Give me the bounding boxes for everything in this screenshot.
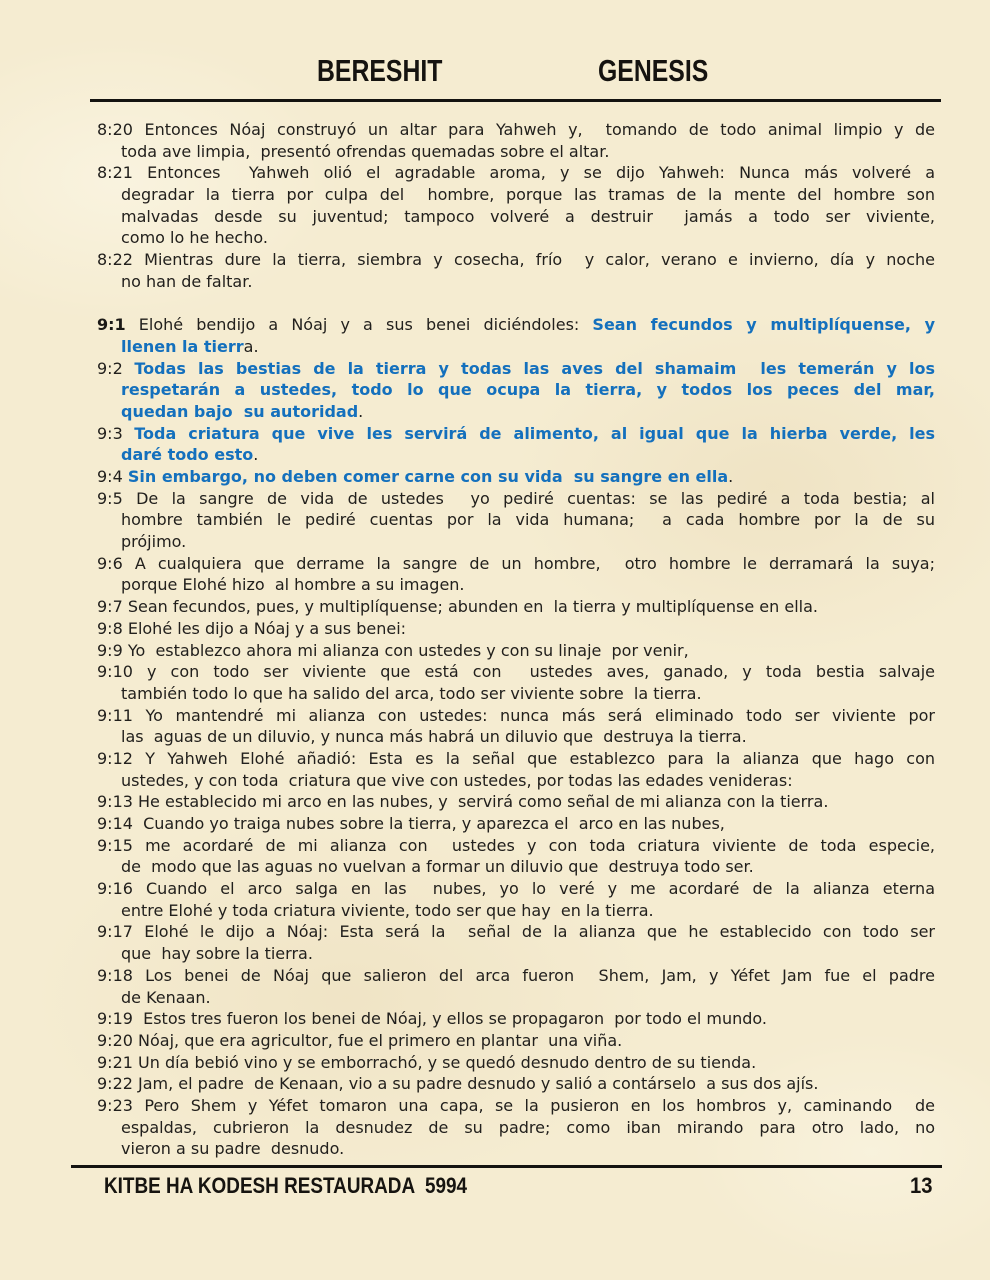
verse-text: 9:21 Un día bebió vino y se emborrachó, y se quedó desnudo dentro de su tienda. <box>97 1052 757 1072</box>
verse-9-21 <box>97 1052 935 1074</box>
verse-text: 9:16 Cuando el arco salga en las nubes, yo lo veré y me acordaré de la alianza eterna <box>97 879 935 899</box>
footer-page-number: 13 <box>909 1173 932 1198</box>
verse-line <box>97 249 935 271</box>
verse-line <box>97 227 935 249</box>
verse-line <box>97 423 935 445</box>
verse-line <box>97 574 935 596</box>
verse-text-emphasis: quedan bajo su autoridad <box>121 401 359 421</box>
verse-text-emphasis: Todas las bestias de la tierra y todas las aves del shamaim les temerán y los <box>134 358 935 378</box>
verse-text: 9:10 y con todo ser viviente que está con ustedes aves, ganado, y toda bestia salvaje <box>97 662 935 682</box>
verse-text: 9:4 <box>97 467 128 486</box>
verse-text: . <box>253 445 259 465</box>
verse-line <box>97 900 935 922</box>
verse-9-2 <box>97 358 935 423</box>
page-title-genesis: GENESIS <box>598 53 709 88</box>
verse-text: hombre también le pediré cuentas por la vida humana; a cada hombre por la de su <box>121 510 935 530</box>
verse-text: 9:15 me acordaré de mi alianza con ustedes y con toda criatura viviente de toda especie, <box>97 835 935 855</box>
verse-text: 9:1 <box>97 315 126 335</box>
verse-text: 8:22 Mientras dure la tierra, siembra y cosecha, frío y calor, verano e invierno, día y noche <box>97 250 935 270</box>
verse-line <box>97 791 935 813</box>
verse-8-21 <box>97 162 935 249</box>
verse-text: toda ave limpia, presentó ofrendas quemadas sobre el altar. <box>121 141 610 161</box>
verse-9-3 <box>97 423 935 466</box>
verse-line <box>97 119 935 141</box>
verse-text: degradar la tierra por culpa del hombre, porque las tramas de la mente del hombre son <box>121 185 935 205</box>
verse-text: 9:8 Elohé les dijo a Nóaj y a sus benei: <box>97 618 407 638</box>
verse-9-12 <box>97 748 935 791</box>
verse-text: 9:11 Yo mantendré mi alianza con ustedes: nunca más será eliminado todo ser viviente por <box>97 705 935 725</box>
verse-text: 9:18 Los benei de Nóaj que salieron del arca fueron Shem, Jam, y Yéfet Jam fue el padre <box>97 965 935 985</box>
footer-book-label: KITBE HA KODESH RESTAURADA 5994 <box>104 1173 468 1198</box>
verse-text: 8:21 Entonces Yahweh olió el agradable aroma, y se dijo Yahweh: Nunca más volveré a <box>97 163 935 183</box>
verse-text-emphasis: daré todo esto <box>121 445 254 465</box>
verse-text: vieron a su padre desnudo. <box>121 1139 345 1159</box>
verse-9-17 <box>97 921 935 964</box>
verse-text: de Kenaan. <box>121 987 211 1007</box>
verse-line <box>97 162 935 184</box>
verse-line <box>97 358 935 380</box>
verse-text: 9:2 <box>97 358 135 378</box>
verse-line <box>97 553 935 575</box>
page-title-bereshit: BERESHIT <box>317 53 443 88</box>
chapter-gap <box>97 293 935 315</box>
verse-line <box>97 813 935 835</box>
verse-text: 9:23 Pero Shem y Yéfet tomaron una capa, se la pusieron en los hombros y, caminando de <box>97 1095 935 1115</box>
verse-text: 9:13 He establecido mi arco en las nubes, y servirá como señal de mi alianza con la tierra. <box>97 792 829 812</box>
verse-text-emphasis: llenen la tierr <box>121 336 244 356</box>
verse-line <box>97 401 935 423</box>
verse-line <box>97 1117 935 1139</box>
verse-line <box>97 336 935 358</box>
verse-8-20 <box>97 119 935 162</box>
verse-text: 9:19 Estos tres fueron los benei de Nóaj, y ellos se propagaron por todo el mundo. <box>97 1009 767 1029</box>
verse-line <box>97 1008 935 1030</box>
verse-line <box>97 683 935 705</box>
verse-text: las aguas de un diluvio, y nunca más habrá un diluvio que destruya la tierra. <box>121 727 747 747</box>
verse-body <box>97 119 935 1160</box>
verse-9-13 <box>97 791 935 813</box>
verse-line <box>97 1073 935 1095</box>
verse-text: malvadas desde su juventud; tampoco volveré a destruir jamás a todo ser viviente, <box>121 206 935 226</box>
verse-9-20 <box>97 1030 935 1052</box>
verse-9-15 <box>97 835 935 878</box>
verse-9-11 <box>97 705 935 748</box>
verse-text: 9:20 Nóaj, que era agricultor, fue el primero en plantar una viña. <box>97 1030 623 1050</box>
verse-9-14 <box>97 813 935 835</box>
verse-text: porque Elohé hizo al hombre a su imagen. <box>121 575 465 595</box>
verse-line <box>97 987 935 1009</box>
verse-text: de modo que las aguas no vuelvan a formar un diluvio que destruya todo ser. <box>121 857 754 877</box>
verse-text: como lo he hecho. <box>121 228 268 248</box>
verse-line <box>97 640 935 662</box>
verse-9-6 <box>97 553 935 596</box>
verse-line <box>97 466 935 488</box>
verse-text: entre Elohé y toda criatura viviente, todo ser que hay en la tierra. <box>121 900 654 920</box>
verse-9-23 <box>97 1095 935 1160</box>
verse-line <box>97 705 935 727</box>
verse-line <box>97 921 935 943</box>
verse-9-22 <box>97 1073 935 1095</box>
verse-9-18 <box>97 965 935 1008</box>
verse-line <box>97 509 935 531</box>
verse-text: . <box>358 401 364 421</box>
verse-text-emphasis: Sin embargo, no deben comer carne con su vida su sangre en ella <box>127 467 729 486</box>
verse-text: que hay sobre la tierra. <box>121 944 313 964</box>
verse-line <box>97 726 935 748</box>
verse-text: a. <box>243 336 259 356</box>
verse-line <box>97 141 935 163</box>
verse-line <box>97 531 935 553</box>
verse-9-1 <box>97 314 935 357</box>
verse-line <box>97 1095 935 1117</box>
verse-line <box>97 1052 935 1074</box>
verse-line <box>97 444 935 466</box>
verse-text-emphasis: Toda criatura que vive les servirá de alimento, al igual que la hierba verde, les <box>134 423 935 443</box>
verse-text: Elohé bendijo a Nóaj y a sus benei diciéndoles: <box>125 315 593 335</box>
verse-line <box>97 379 935 401</box>
verse-line <box>97 748 935 770</box>
verse-text: no han de faltar. <box>121 271 253 291</box>
verse-line <box>97 1030 935 1052</box>
verse-text-emphasis: Sean fecundos y multiplíquense, y <box>592 315 935 335</box>
verse-text: 9:7 Sean fecundos, pues, y multiplíquense; abunden en la tierra y multiplíquense en ella. <box>97 597 818 617</box>
verse-text: 9:9 Yo establezco ahora mi alianza con ustedes y con su linaje por venir, <box>97 640 689 660</box>
verse-9-10 <box>97 661 935 704</box>
verse-line <box>97 835 935 857</box>
verse-text: 9:17 Elohé le dijo a Nóaj: Esta será la señal de la alianza que he establecido con todo ser <box>97 922 935 942</box>
verse-text: 9:3 <box>97 423 135 443</box>
verse-line <box>97 271 935 293</box>
verse-text-emphasis: respetarán a ustedes, todo lo que ocupa la tierra, y todos los peces del mar, <box>121 380 935 400</box>
verse-line <box>97 965 935 987</box>
verse-line <box>97 661 935 683</box>
verse-line <box>97 856 935 878</box>
verse-text: 9:12 Y Yahweh Elohé añadió: Esta es la señal que establezco para la alianza que hago con <box>97 748 935 768</box>
verse-text: espaldas, cubrieron la desnudez de su padre; como iban mirando para otro lado, no <box>121 1117 935 1137</box>
verse-text: 9:5 De la sangre de vida de ustedes yo pediré cuentas: se las pediré a toda bestia; al <box>97 488 935 508</box>
verse-9-4 <box>97 466 935 488</box>
verse-9-5 <box>97 488 935 553</box>
verse-line <box>97 1138 935 1160</box>
verse-text: 9:14 Cuando yo traiga nubes sobre la tierra, y aparezca el arco en las nubes, <box>97 814 725 833</box>
verse-line <box>97 184 935 206</box>
verse-text: ustedes, y con toda criatura que vive con ustedes, por todas las edades venideras: <box>121 770 793 790</box>
verse-9-16 <box>97 878 935 921</box>
verse-text: . <box>728 467 734 486</box>
header-rule <box>90 99 941 102</box>
verse-9-8 <box>97 618 935 640</box>
verse-text: también todo lo que ha salido del arca, todo ser viviente sobre la tierra. <box>121 683 702 703</box>
verse-text: 9:22 Jam, el padre de Kenaan, vio a su padre desnudo y salió a contárselo a sus dos ajís. <box>97 1074 819 1094</box>
verse-text: 9:6 A cualquiera que derrame la sangre de un hombre, otro hombre le derramará la suya; <box>97 553 935 573</box>
verse-line <box>97 618 935 640</box>
verse-9-7 <box>97 596 935 618</box>
verse-text: prójimo. <box>121 532 187 552</box>
verse-line <box>97 206 935 228</box>
verse-text: 8:20 Entonces Nóaj construyó un altar para Yahweh y, tomando de todo animal limpio y de <box>97 120 935 139</box>
footer-rule <box>71 1165 942 1168</box>
verse-line <box>97 596 935 618</box>
verse-line <box>97 488 935 510</box>
verse-9-9 <box>97 640 935 662</box>
verse-9-19 <box>97 1008 935 1030</box>
verse-line <box>97 878 935 900</box>
verse-line <box>97 943 935 965</box>
verse-line <box>97 314 935 336</box>
verse-8-22 <box>97 249 935 292</box>
verse-line <box>97 770 935 792</box>
